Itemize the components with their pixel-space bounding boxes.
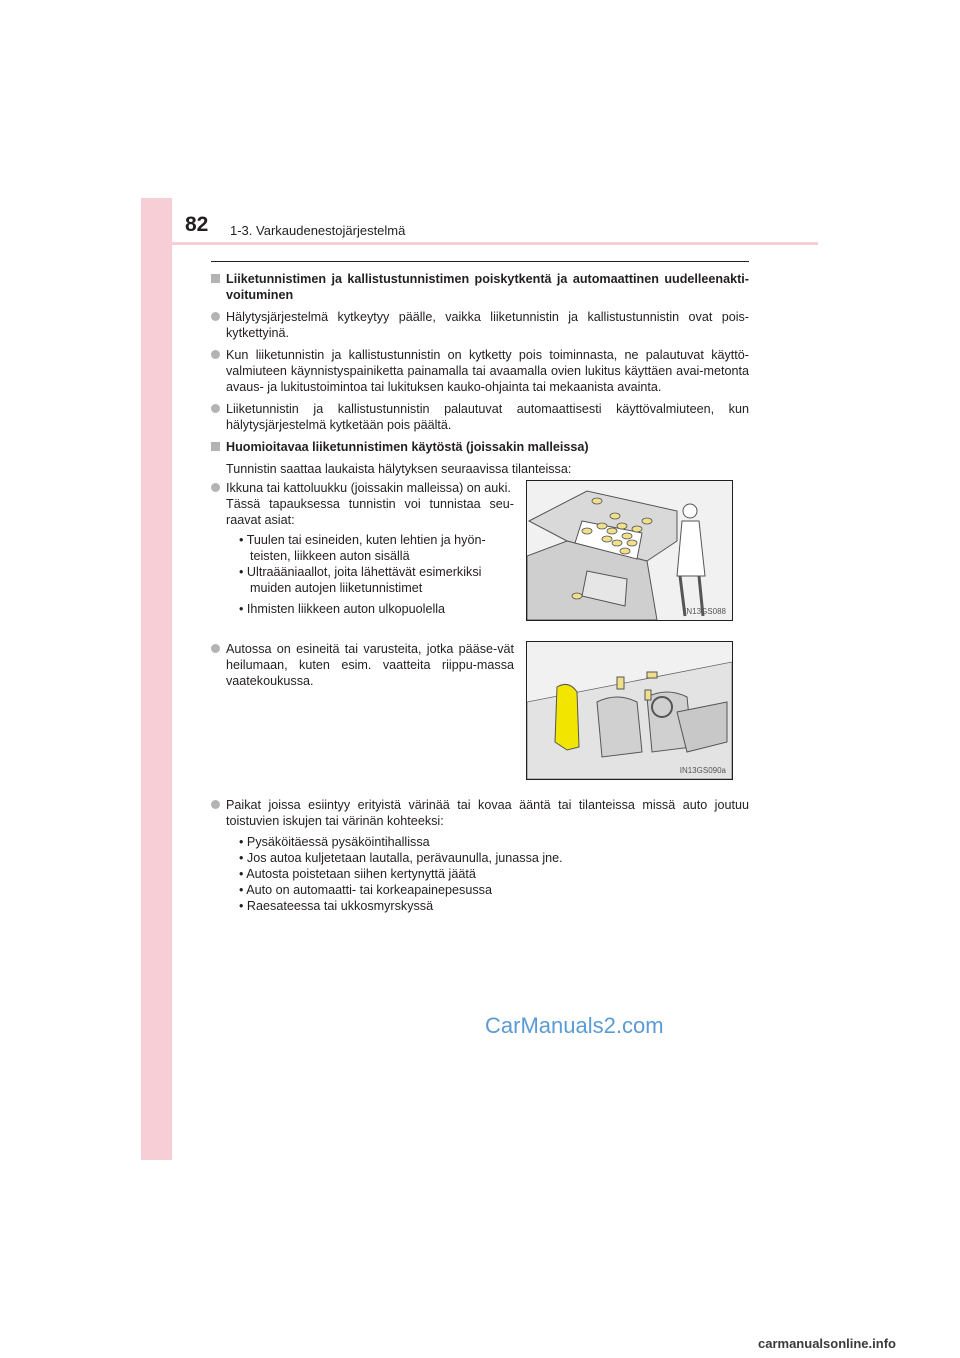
item-window-open — [211, 480, 514, 617]
section-heading: Huomioitavaa liiketunnistimen käytöstä (joissakin malleissa) — [211, 439, 749, 455]
page-number: 82 — [185, 213, 209, 236]
figure-code: IN13GS090a — [679, 766, 726, 775]
bullet-dot-icon — [211, 350, 220, 359]
sub-item: • Ihmisten liikkeen auton ulkopuolella — [239, 602, 446, 616]
sub-item: • Autosta poistetaan siihen kertynyttä jäätä — [239, 867, 476, 881]
square-bullet-icon — [211, 274, 220, 283]
item-subtext: Tässä tapauksessa tunnistin voi tunnistaa seu-raavat asiat: — [226, 497, 514, 527]
section-title: 1-3. Varkaudenestojärjestelmä — [230, 223, 406, 238]
sub-item: • Ultraääniaallot, joita lähettävät esimerkiksi muiden autojen liiketunnistimet — [239, 565, 482, 595]
figure-sunroof-leaves — [526, 480, 733, 621]
bullet-dot-icon — [211, 404, 220, 413]
figure-code: IN13GS088 — [684, 607, 726, 616]
header-rule — [211, 261, 749, 262]
sidebar-tab — [141, 198, 172, 1160]
bullet-item: Paikat joissa esiintyy erityistä värinää tai kovaa ääntä tai tilanteissa missä auto joutuu toistuvien iskujen tai värinän kohteeksi: — [211, 797, 749, 829]
bullet-dot-icon — [211, 483, 220, 492]
square-bullet-icon — [211, 442, 220, 451]
sub-item: • Tuulen tai esineiden, kuten lehtien ja hyön-teisten, liikkeen auton sisällä — [239, 533, 486, 563]
car-interior-illustration — [527, 642, 732, 779]
sub-item: • Raesateessa tai ukkosmyrskyssä — [239, 899, 434, 913]
bullet-item: Kun liiketunnistin ja kallistustunnistin on kytketty pois toiminnasta, ne palautuvat käyttö-valmiuteen käynnistyspainiketta painamalla tai avaamalla ovien lukitus käyttäen avai-metonta avaus- ja lukitustoimintoa tai lukituksen kauko-ohjainta tai mekaanista avainta. — [211, 347, 749, 395]
bullet-dot-icon — [211, 800, 220, 809]
section-heading: Liiketunnistimen ja kallistustunnistimen poiskytkentä ja automaattinen uudelleenakti-voituminen — [211, 271, 749, 303]
bullet-item: Hälytysjärjestelmä kytkeytyy päälle, vaikka liiketunnistin ja kallistustunnistin ovat pois-kytkettyinä. — [211, 309, 749, 341]
section-1 — [211, 271, 749, 477]
bullet-item: Ikkuna tai kattoluukku (joissakin malleissa) on auki. — [211, 480, 514, 496]
watermark[interactable]: CarManuals2.com — [485, 1013, 664, 1038]
item-hanging-objects — [211, 641, 514, 689]
sub-item: • Auto on automaatti- tai korkeapainepesussa — [239, 883, 492, 897]
bullet-dot-icon — [211, 644, 220, 653]
bullet-item: Liiketunnistin ja kallistustunnistin palautuvat automaattisesti käyttövalmiuteen, kun hälytysjärjestelmä kytketään pois päältä. — [211, 401, 749, 433]
bullet-dot-icon — [211, 312, 220, 321]
bullet-item: Autossa on esineitä tai varusteita, jotka pääse-vät heilumaan, kuten esim. vaatteita riippu-massa vaatekoukussa. — [211, 641, 514, 689]
intro-text: Tunnistin saattaa laukaista hälytyksen seuraavissa tilanteissa: — [226, 462, 572, 476]
figure-coat-hanger — [526, 641, 733, 780]
footer-watermark[interactable]: carmanualsonline.info — [758, 1336, 896, 1351]
car-sunroof-illustration — [527, 481, 732, 620]
sub-item: • Jos autoa kuljetetaan lautalla, perävaunulla, junassa jne. — [239, 851, 563, 865]
item-vibration — [211, 797, 749, 914]
sub-item: • Pysäköitäessä pysäköintihallissa — [239, 835, 430, 849]
